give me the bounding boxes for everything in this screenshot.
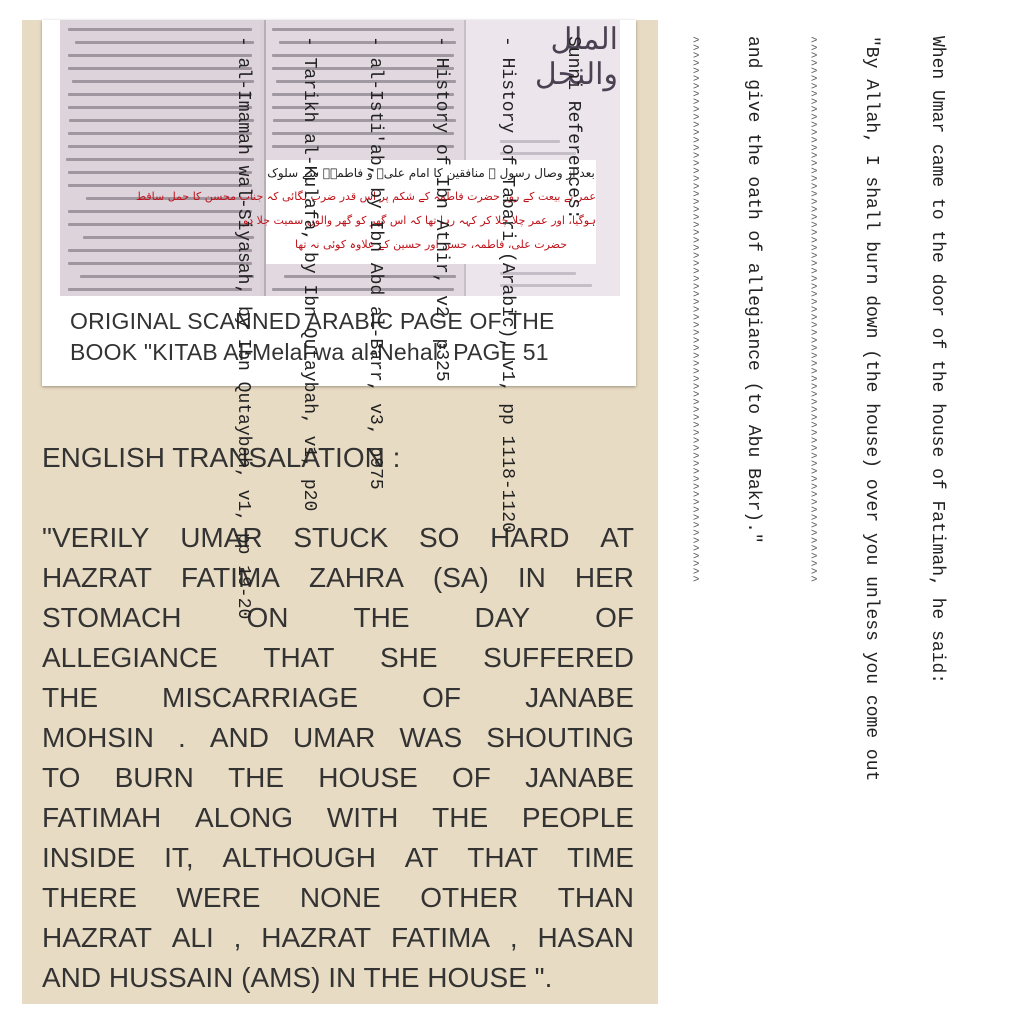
translation-word: THE — [353, 602, 410, 633]
translation-word: DAY — [474, 602, 531, 633]
scan-text-line — [272, 28, 454, 31]
translation-word: THERE — [42, 882, 137, 913]
translation-word: TIME — [567, 842, 634, 873]
translation-word: UMAR — [292, 722, 376, 753]
translation-word: TO — [42, 762, 81, 793]
translation-word: BURN — [114, 762, 194, 793]
translation-word: HER — [574, 562, 634, 593]
translation-word: OF — [422, 682, 462, 713]
reference-item: - Tarikh al-Kulafa, by Ibn Qutaybah, v1, p20 — [299, 36, 319, 512]
translation-word: ALONG — [195, 802, 294, 833]
translation-word: THE — [228, 762, 285, 793]
translation-word: HASAN — [537, 922, 634, 953]
translation-word: STOMACH — [42, 602, 182, 633]
translation-heading: ENGLISH TRANSALATION : — [42, 442, 401, 473]
urdu-line: بعد از وصال رسول ﷺ منافقین کا امام علیؑ و فاطمہؑ سے سلوک — [267, 166, 595, 180]
translation-word: SHOUTING — [486, 722, 634, 753]
caret-underline: ^^^^^^^^^^^^^^^^^^^^^^^^^^^^^^^^^^^^^^^^^^^^^^^^^^^^^^^^^^^^^^^^^^^^^^^ — [687, 36, 701, 583]
translation-word: . — [178, 722, 186, 753]
scan-text-line — [68, 28, 252, 31]
urdu-line: ہوگیا، اور عمر چلا چلا کر کہہ رہا تھا کہ اس گھر کو گھر والوں سمیت جلا دو — [242, 214, 596, 227]
arabic-book-title: الملل والنحل — [534, 22, 618, 92]
reference-item: - al-Imamah wal-Siyasah, by Ibn Qutaybah, v1, pp 19-20 — [233, 36, 253, 620]
translation-word: JANABE — [525, 682, 634, 713]
translation-word: (SA) — [432, 562, 489, 593]
caption-line: ORIGINAL SCANNED ARABIC PAGE OF THE — [70, 308, 555, 334]
translation-word: IN — [517, 562, 546, 593]
translation-word: MOHSIN — [42, 722, 154, 753]
translation-word: ALI — [171, 922, 214, 953]
translation-word: HAZRAT — [42, 562, 152, 593]
caption-line: BOOK "KITAB Al-Melal wa al-Nehal" PAGE 51 — [70, 339, 549, 365]
translation-word: MISCARRIAGE — [162, 682, 359, 713]
translation-word: OF — [595, 602, 634, 633]
translation-word: "VERILY — [42, 522, 150, 553]
urdu-line: عمر نے بیعت کے روز حضرت فاطمہ کے شکم پر اس قدر ضرب لگائی کہ جناب محسن کا حمل ساقط — [135, 190, 596, 203]
translation-line — [42, 878, 634, 918]
translation-word: THAT — [263, 642, 335, 673]
translation-word: HOUSE — [318, 762, 418, 793]
reference-item: - History of Ibn Athir, v2, p325 — [431, 36, 451, 382]
urdu-line: حضرت علی، فاطمہ، حسن اور حسین کے علاوہ کوئی نہ تھا — [294, 238, 568, 251]
translation-word: AT — [404, 842, 439, 873]
translation-word: , — [233, 922, 242, 953]
translation-word: ALLEGIANCE — [42, 642, 218, 673]
quote-line: "By Allah, I shall burn down (the house) over you unless you come out — [861, 36, 881, 782]
translation-word: ZAHRA — [308, 562, 404, 593]
translation-word: PEOPLE — [521, 802, 634, 833]
translation-word: FATIMAH — [42, 802, 162, 833]
quote-line: and give the oath of allegiance (to Abu Bakr)." — [743, 36, 763, 544]
translation-word: OF — [452, 762, 491, 793]
translation-word: AND — [209, 722, 269, 753]
translation-word: FATIMA — [390, 922, 491, 953]
reference-item: - al-Isti'ab, by Ibn Abd al-Barr, v3, p975 — [365, 36, 385, 490]
translation-line — [42, 798, 634, 838]
translation-line — [42, 918, 634, 958]
translation-word: HARD — [490, 522, 570, 553]
translation-word: OTHER — [420, 882, 519, 913]
translation-word: FATIMA — [180, 562, 280, 593]
translation-word: THE — [432, 802, 489, 833]
translation-word: THAN — [557, 882, 634, 913]
translation-word: , — [509, 922, 518, 953]
translation-word: HAZRAT — [261, 922, 372, 953]
translation-word: NONE — [299, 882, 381, 913]
translation-word: SUFFERED — [483, 642, 634, 673]
reference-item: - History of Tabari (Arabic), v1, pp 1118-1120 — [497, 36, 517, 533]
translation-word: STUCK — [293, 522, 389, 553]
references-heading: Sunni References: — [563, 36, 583, 220]
translation-word: THAT — [467, 842, 539, 873]
translation-word: WAS — [399, 722, 463, 753]
translation-word: WITH — [326, 802, 399, 833]
translation-word: AND HUSSAIN (AMS) IN THE HOUSE ". — [42, 962, 553, 993]
translation-word: ALTHOUGH — [222, 842, 376, 873]
translation-word: SO — [418, 522, 460, 553]
typewriter-quote-block — [135, 36, 990, 782]
caret-underline: ^^^^^^^^^^^^^^^^^^^^^^^^^^^^^^^^^^^^^^^^^^^^^^^^^^^^^^^^^^^^^^^^^^^^^^^ — [805, 36, 819, 583]
translation-word: SHE — [379, 642, 438, 673]
translation-word: JANABE — [525, 762, 634, 793]
quote-line: When Umar came to the door of the house of Fatimah, he said: — [927, 36, 947, 685]
translation-word: WERE — [176, 882, 261, 913]
translation-word: HAZRAT — [42, 922, 152, 953]
translation-line — [42, 958, 634, 998]
translation-word: ON — [246, 602, 289, 633]
translation-word: THE — [42, 682, 98, 713]
translation-word: AT — [600, 522, 634, 553]
translation-word: INSIDE — [42, 842, 136, 873]
translation-line — [42, 838, 634, 878]
translation-word: IT, — [164, 842, 194, 873]
translation-word: UMAR — [180, 522, 263, 553]
